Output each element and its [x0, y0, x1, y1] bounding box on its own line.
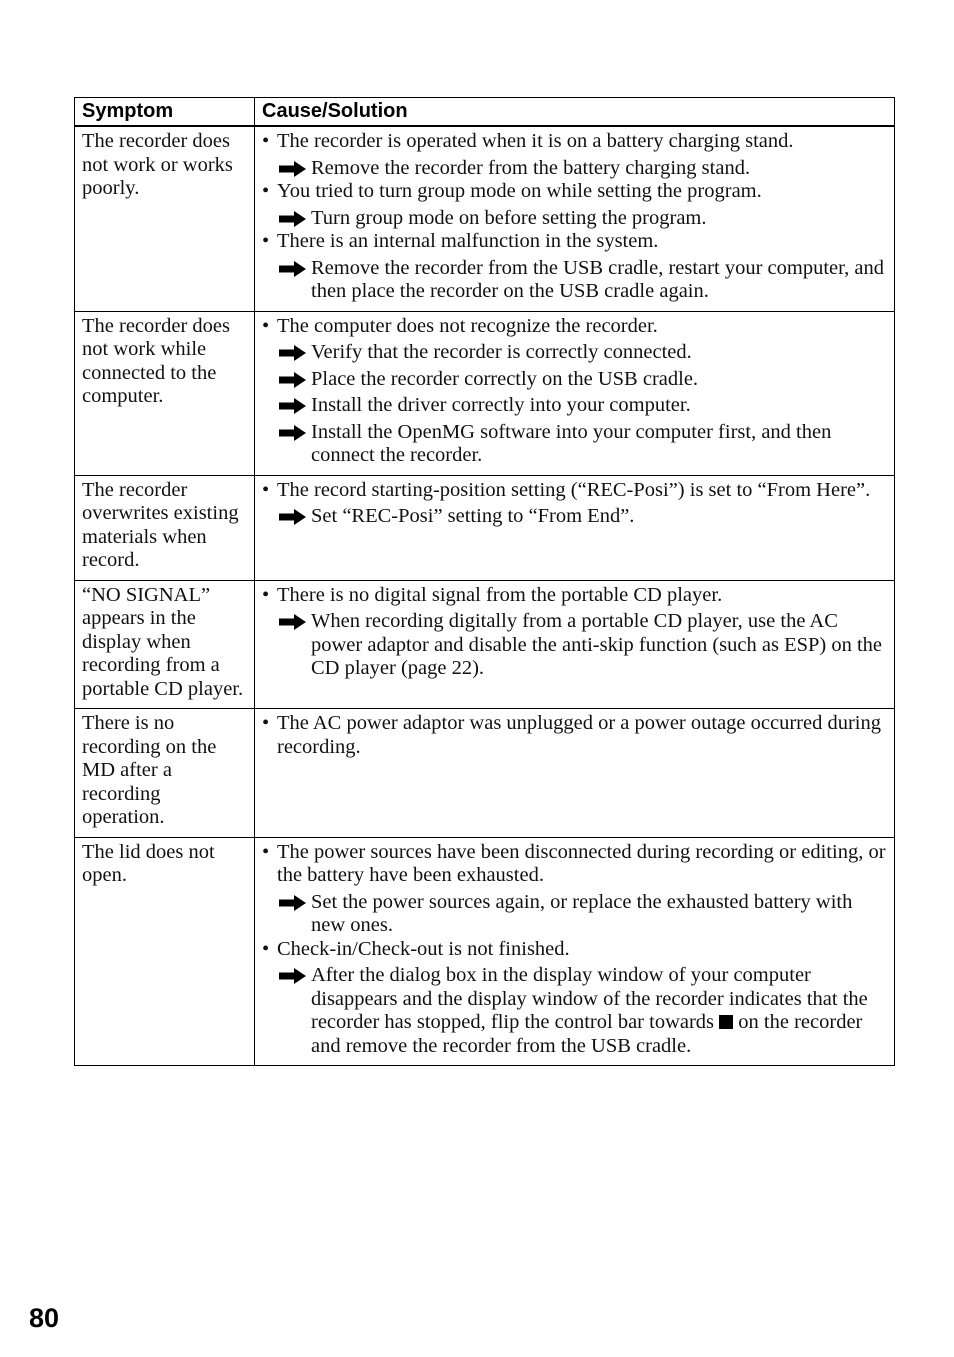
- cause-solution-cell: [255, 709, 895, 838]
- bullet-marker: •: [262, 478, 270, 501]
- cause-solution-cell: [255, 580, 895, 709]
- right-arrow-icon: [279, 614, 306, 630]
- right-arrow-icon: [279, 372, 306, 388]
- cause-item: [262, 938, 887, 962]
- cause-solution-header: Cause/Solution: [255, 98, 895, 127]
- solution-text: Set “REC-Posi” setting to “From End”.: [311, 505, 635, 527]
- cause-text: Check-in/Check-out is not finished.: [277, 937, 570, 960]
- solution-item: [262, 891, 887, 938]
- cause-text: There is an internal malfunction in the system.: [277, 230, 659, 252]
- solution-item: [262, 157, 887, 181]
- cause-item: [262, 712, 887, 759]
- cause-item: [262, 479, 887, 503]
- table-header-row: [75, 98, 895, 127]
- stop-square-icon: [719, 1015, 733, 1029]
- right-arrow-icon: [279, 261, 306, 277]
- bullet-marker: •: [262, 230, 270, 252]
- solution-item: [262, 610, 887, 681]
- bullet-marker: •: [262, 314, 270, 337]
- bullet-marker: •: [262, 937, 270, 960]
- right-arrow-icon: [279, 398, 306, 414]
- table-row: [75, 475, 895, 580]
- bullet-marker: •: [262, 130, 270, 152]
- cause-solution-cell: [255, 837, 895, 1066]
- symptom-cell: There is no recording on the MD after a recording operation.: [75, 709, 255, 838]
- cause-item: [262, 584, 887, 608]
- page-number: 80: [29, 1303, 60, 1333]
- table-row: [75, 837, 895, 1066]
- cause-item: [262, 180, 887, 204]
- symptom-cell: The recorder overwrites existing materials when record.: [75, 475, 255, 580]
- cause-text: The AC power adaptor was unplugged or a power outage occurred during recording.: [277, 712, 881, 758]
- table-row: [75, 311, 895, 475]
- troubleshooting-table: [74, 97, 895, 1066]
- symptom-header: Symptom: [75, 98, 255, 127]
- solution-text: Turn group mode on before setting the program.: [311, 206, 707, 229]
- cause-solution-cell: [255, 311, 895, 475]
- cause-text: There is no digital signal from the portable CD player.: [277, 583, 723, 606]
- solution-item: [262, 421, 887, 468]
- cause-text: The record starting-position setting (“REC-Posi”) is set to “From Here”.: [277, 478, 871, 501]
- solution-item: [262, 964, 887, 1058]
- symptom-cell: “NO SIGNAL” appears in the display when recording from a portable CD player.: [75, 580, 255, 709]
- solution-text: Remove the recorder from the battery charging stand.: [311, 156, 751, 179]
- symptom-cell: The recorder does not work while connected to the computer.: [75, 311, 255, 475]
- solution-text: Install the OpenMG software into your computer first, and then connect the recorder.: [311, 420, 832, 466]
- cause-item: [262, 130, 887, 154]
- solution-item: [262, 207, 887, 231]
- right-arrow-icon: [279, 345, 306, 361]
- solution-item: [262, 341, 887, 365]
- table-row: [75, 709, 895, 838]
- cause-text: The computer does not recognize the recorder.: [277, 314, 658, 337]
- solution-item: [262, 368, 887, 392]
- right-arrow-icon: [279, 161, 306, 177]
- cause-item: [262, 841, 887, 888]
- solution-item: [262, 505, 887, 529]
- right-arrow-icon: [279, 968, 306, 984]
- solution-text: Remove the recorder from the USB cradle, restart your computer, and then place the recorder on the USB cradle again.: [311, 256, 884, 302]
- cause-text: The recorder is operated when it is on a battery charging stand.: [277, 130, 794, 152]
- cause-solution-cell: [255, 126, 895, 311]
- right-arrow-icon: [279, 211, 306, 227]
- solution-text: After the dialog box in the display window of your computer disappears and the display window of the recorder indicates that the recorder has stopped, flip the control bar towards: [311, 964, 868, 1033]
- right-arrow-icon: [279, 895, 306, 911]
- table-row: [75, 126, 895, 311]
- solution-item: [262, 257, 887, 304]
- symptom-cell: The lid does not open.: [75, 837, 255, 1066]
- right-arrow-icon: [279, 509, 306, 525]
- cause-item: [262, 315, 887, 339]
- solution-text-continued: on the recorder and remove the recorder from the USB cradle.: [311, 1011, 863, 1057]
- cause-solution-cell: [255, 475, 895, 580]
- solution-text: Set the power sources again, or replace the exhausted battery with new ones.: [311, 890, 853, 936]
- bullet-marker: •: [262, 180, 270, 202]
- cause-text: The power sources have been disconnected during recording or editing, or the battery have been exhausted.: [277, 840, 886, 886]
- solution-text: Place the recorder correctly on the USB cradle.: [311, 367, 699, 390]
- solution-item: [262, 394, 887, 418]
- bullet-marker: •: [262, 840, 270, 863]
- right-arrow-icon: [279, 425, 306, 441]
- table-body: [75, 126, 895, 1066]
- solution-text: When recording digitally from a portable CD player, use the AC power adaptor and disable the anti-skip function (such as ESP) on the CD player (page 22).: [311, 610, 883, 679]
- bullet-marker: •: [262, 712, 270, 734]
- cause-item: [262, 230, 887, 254]
- solution-text: Verify that the recorder is correctly connected.: [311, 341, 692, 363]
- symptom-cell: The recorder does not work or works poorly.: [75, 126, 255, 311]
- bullet-marker: •: [262, 583, 270, 606]
- solution-text: Install the driver correctly into your computer.: [311, 394, 691, 416]
- cause-text: You tried to turn group mode on while setting the program.: [277, 180, 762, 202]
- table-row: [75, 580, 895, 709]
